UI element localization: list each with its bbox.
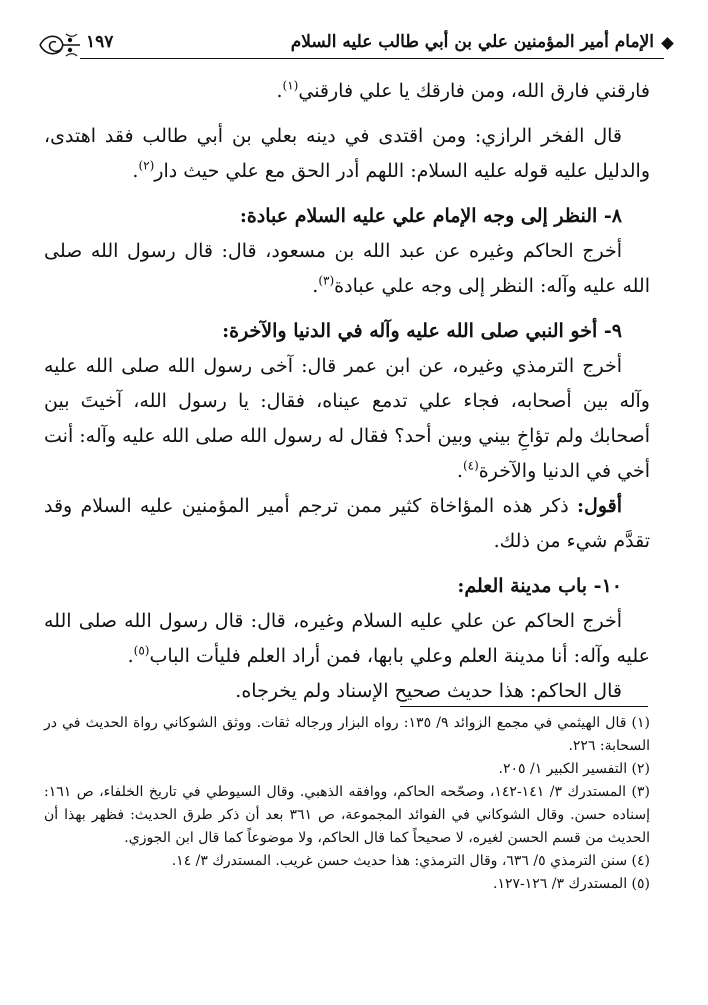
paragraph bbox=[44, 489, 650, 559]
paragraph: أخرج الترمذي وغيره، عن ابن عمر قال: آخى رسول الله صلى الله عليه وآله بين أصحابه، فجاء علي تدمع عيناه، فقال: يا رسول الله، آخيتَ بين أصحابك ولم تؤاخِ بيني وبين أحد؟ فقال له رسول الله صلى الله عليه وآله: أنت أخي في الدنيا والآخرة$^{(٤)}$. bbox=[44, 355, 650, 482]
diamond-bullet-icon bbox=[661, 37, 674, 50]
paragraph: قال الفخر الرازي: ومن اقتدى في دينه بعلي بن أبي طالب فقد اهتدى، والدليل عليه قوله عليه السلام: اللهم أدر الحق مع علي حيث دار$^{(٢)}$. bbox=[44, 125, 650, 182]
footnote-separator bbox=[400, 706, 648, 707]
paragraph-text: أخرج الترمذي وغيره، عن ابن عمر قال: آخى رسول الله صلى الله عليه وآله بين أصحابه، فجاء علي تدمع عيناه، فقال: يا رسول الله، آخيتَ بين أصحابك ولم تؤاخِ بيني وبين أحد؟ فقال له رسول الله صلى الله عليه وآله: أنت أخي في الدنيا والآخرة bbox=[44, 355, 650, 482]
footnote-ref: (٤) bbox=[462, 458, 479, 473]
footnote: (٤) سنن الترمذي ٥/ ٦٣٦، وقال الترمذي: هذا حديث حسن غريب. المستدرك ٣/ ١٤. bbox=[171, 853, 650, 869]
footnote: (٣) المستدرك ٣/ ١٤١-١٤٢، وصحّحه الحاكم، ووافقه الذهبي. وقال السيوطي في تاريخ الخلفاء، ص ١٦١: إسناده حسن. وقال الشوكاني في الفوائد المجموعة، ص ٣٦١ بعد أن ذكر طرق الحديث: فظهر بهذا أن الحديث من قسم الحسن لغيره، لا صحيحاً كما قال الحاكم، ولا موضوعاً كما قال ابن الجوزي. bbox=[44, 784, 650, 846]
floral-ornament-icon bbox=[36, 28, 82, 62]
footnote-ref: (٥) bbox=[133, 643, 150, 658]
footnote: (١) قال الهيثمي في مجمع الزوائد ٩/ ١٣٥: رواه البزار ورجاله ثقات. ووثق الشوكاني رواة الحديث في در السحابة: ٢٢٦. bbox=[44, 715, 651, 754]
paragraph: أخرج الحاكم وغيره عن عبد الله بن مسعود، قال: قال رسول الله صلى الله عليه وآله: النظر إلى وجه علي عبادة$^{(٣)}$. bbox=[44, 240, 650, 297]
paragraph-text: أخرج الحاكم وغيره عن عبد الله بن مسعود، قال: قال رسول الله صلى الله عليه وآله: النظر إلى وجه علي عبادة bbox=[44, 240, 650, 297]
paragraph: قال الحاكم: هذا حديث صحيح الإسناد ولم يخرجاه. bbox=[235, 680, 622, 702]
section-heading-10: ١٠- باب مدينة العلم: bbox=[457, 575, 622, 597]
footnote-ref: (١) bbox=[282, 78, 299, 93]
header-rule bbox=[80, 58, 664, 59]
footnote: (٢) التفسير الكبير ١/ ٢٠٥. bbox=[498, 761, 650, 777]
footnotes bbox=[44, 712, 650, 896]
paragraph-text: ذكر هذه المؤاخاة كثير ممن ترجم أمير المؤمنين عليه السلام وقد تقدَّم شيء من ذلك. bbox=[44, 495, 650, 552]
paragraph-text: قال الفخر الرازي: ومن اقتدى في دينه بعلي بن أبي طالب فقد اهتدى، والدليل عليه قوله عليه السلام: اللهم أدر الحق مع علي حيث دار bbox=[44, 125, 650, 182]
paragraph: أخرج الحاكم عن علي عليه السلام وغيره، قال: قال رسول الله صلى الله عليه وآله: أنا مدينة العلم وعلي بابها، فمن أراد العلم فليأت الباب$^{(٥)}$. bbox=[44, 610, 650, 667]
paragraph-label: أقول: bbox=[577, 495, 622, 517]
main-text bbox=[44, 74, 650, 709]
footnote-ref: (٣) bbox=[318, 273, 335, 288]
running-title: الإمام أمير المؤمنين علي بن أبي طالب عليه السلام bbox=[290, 32, 654, 52]
paragraph-text: فارقني فارق الله، ومن فارقك يا علي فارقني bbox=[298, 80, 650, 102]
paragraph-text: أخرج الحاكم عن علي عليه السلام وغيره، قال: قال رسول الله صلى الله عليه وآله: أنا مدينة العلم وعلي بابها، فمن أراد العلم فليأت الباب bbox=[44, 610, 650, 667]
page-header bbox=[36, 28, 672, 64]
section-heading-9: ٩- أخو النبي صلى الله عليه وآله في الدنيا والآخرة: bbox=[222, 320, 622, 342]
page-number: ١٩٧ bbox=[86, 32, 114, 52]
footnote: (٥) المستدرك ٣/ ١٢٦-١٢٧. bbox=[493, 876, 650, 892]
section-heading-8: ٨- النظر إلى وجه الإمام علي عليه السلام عبادة: bbox=[239, 205, 622, 227]
paragraph: فارقني فارق الله، ومن فارقك يا علي فارقني$^{(١)}$. bbox=[276, 78, 650, 102]
footnote-ref: (٢) bbox=[138, 158, 155, 173]
